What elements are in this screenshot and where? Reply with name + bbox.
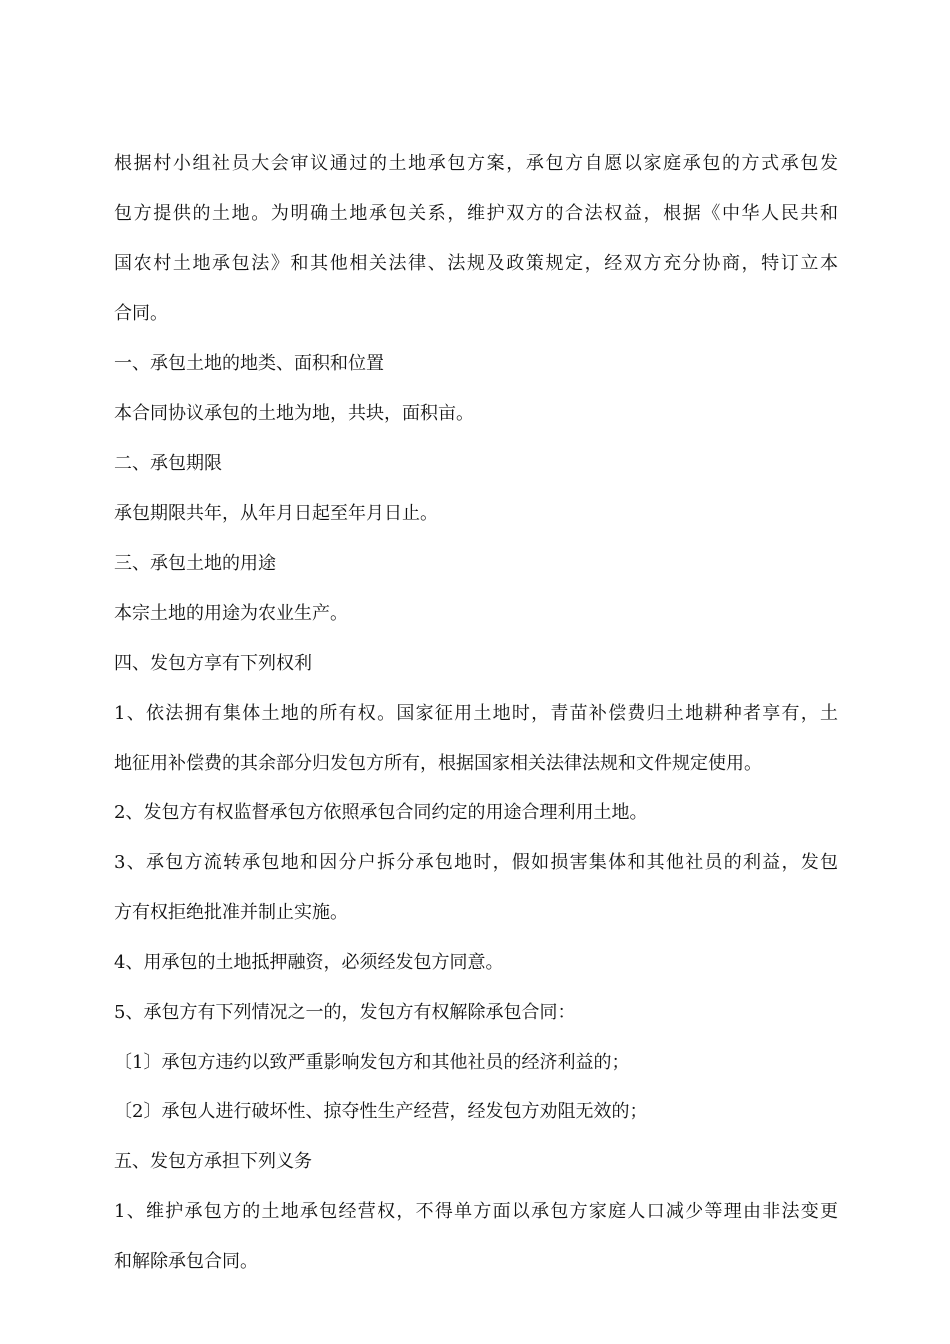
paragraph-line: 本宗土地的用途为农业生产。: [114, 603, 348, 624]
paragraph-line: 根据村小组社员大会审议通过的土地承包方案，承包方自愿以家庭承包的方式承包发: [114, 153, 838, 174]
section-heading-4: 四、发包方享有下列权利: [114, 653, 312, 674]
paragraph-line: 地征用补偿费的其余部分归发包方所有，根据国家相关法律法规和文件规定使用。: [114, 753, 762, 774]
section-heading-3: 三、承包土地的用途: [114, 553, 276, 574]
paragraph-line: 3、承包方流转承包地和因分户拆分承包地时，假如损害集体和其他社员的利益，发包: [114, 852, 838, 873]
paragraph-line: 承包期限共年，从年月日起至年月日止。: [114, 503, 438, 524]
paragraph-line: 本合同协议承包的土地为地，共块，面积亩。: [114, 403, 474, 424]
paragraph-line: 5、承包方有下列情况之一的，发包方有权解除承包合同：: [114, 1002, 576, 1023]
paragraph-line: 和解除承包合同。: [114, 1251, 258, 1272]
paragraph-line: 合同。: [114, 303, 168, 324]
paragraph-line: 方有权拒绝批准并制止实施。: [114, 902, 348, 923]
paragraph-line: 1、依法拥有集体土地的所有权。国家征用土地时，青苗补偿费归土地耕种者享有，土: [114, 703, 838, 724]
section-heading-2: 二、承包期限: [114, 453, 222, 474]
document-page: [114, 0, 838, 1344]
list-item: 〔1〕承包方违约以致严重影响发包方和其他社员的经济利益的；: [114, 1052, 630, 1073]
paragraph-line: 包方提供的土地。为明确土地承包关系，维护双方的合法权益，根据《中华人民共和: [114, 203, 838, 224]
section-heading-1: 一、承包土地的地类、面积和位置: [114, 353, 384, 374]
list-item: 〔2〕承包人进行破坏性、掠夺性生产经营，经发包方劝阻无效的；: [114, 1101, 648, 1122]
paragraph-line: 2、发包方有权监督承包方依照承包合同约定的用途合理利用土地。: [114, 802, 648, 823]
paragraph-line: 国农村土地承包法》和其他相关法律、法规及政策规定，经双方充分协商，特订立本: [114, 253, 838, 274]
paragraph-line: 1、维护承包方的土地承包经营权，不得单方面以承包方家庭人口减少等理由非法变更: [114, 1201, 838, 1222]
section-heading-5: 五、发包方承担下列义务: [114, 1151, 312, 1172]
paragraph-line: 4、用承包的土地抵押融资，必须经发包方同意。: [114, 952, 504, 973]
